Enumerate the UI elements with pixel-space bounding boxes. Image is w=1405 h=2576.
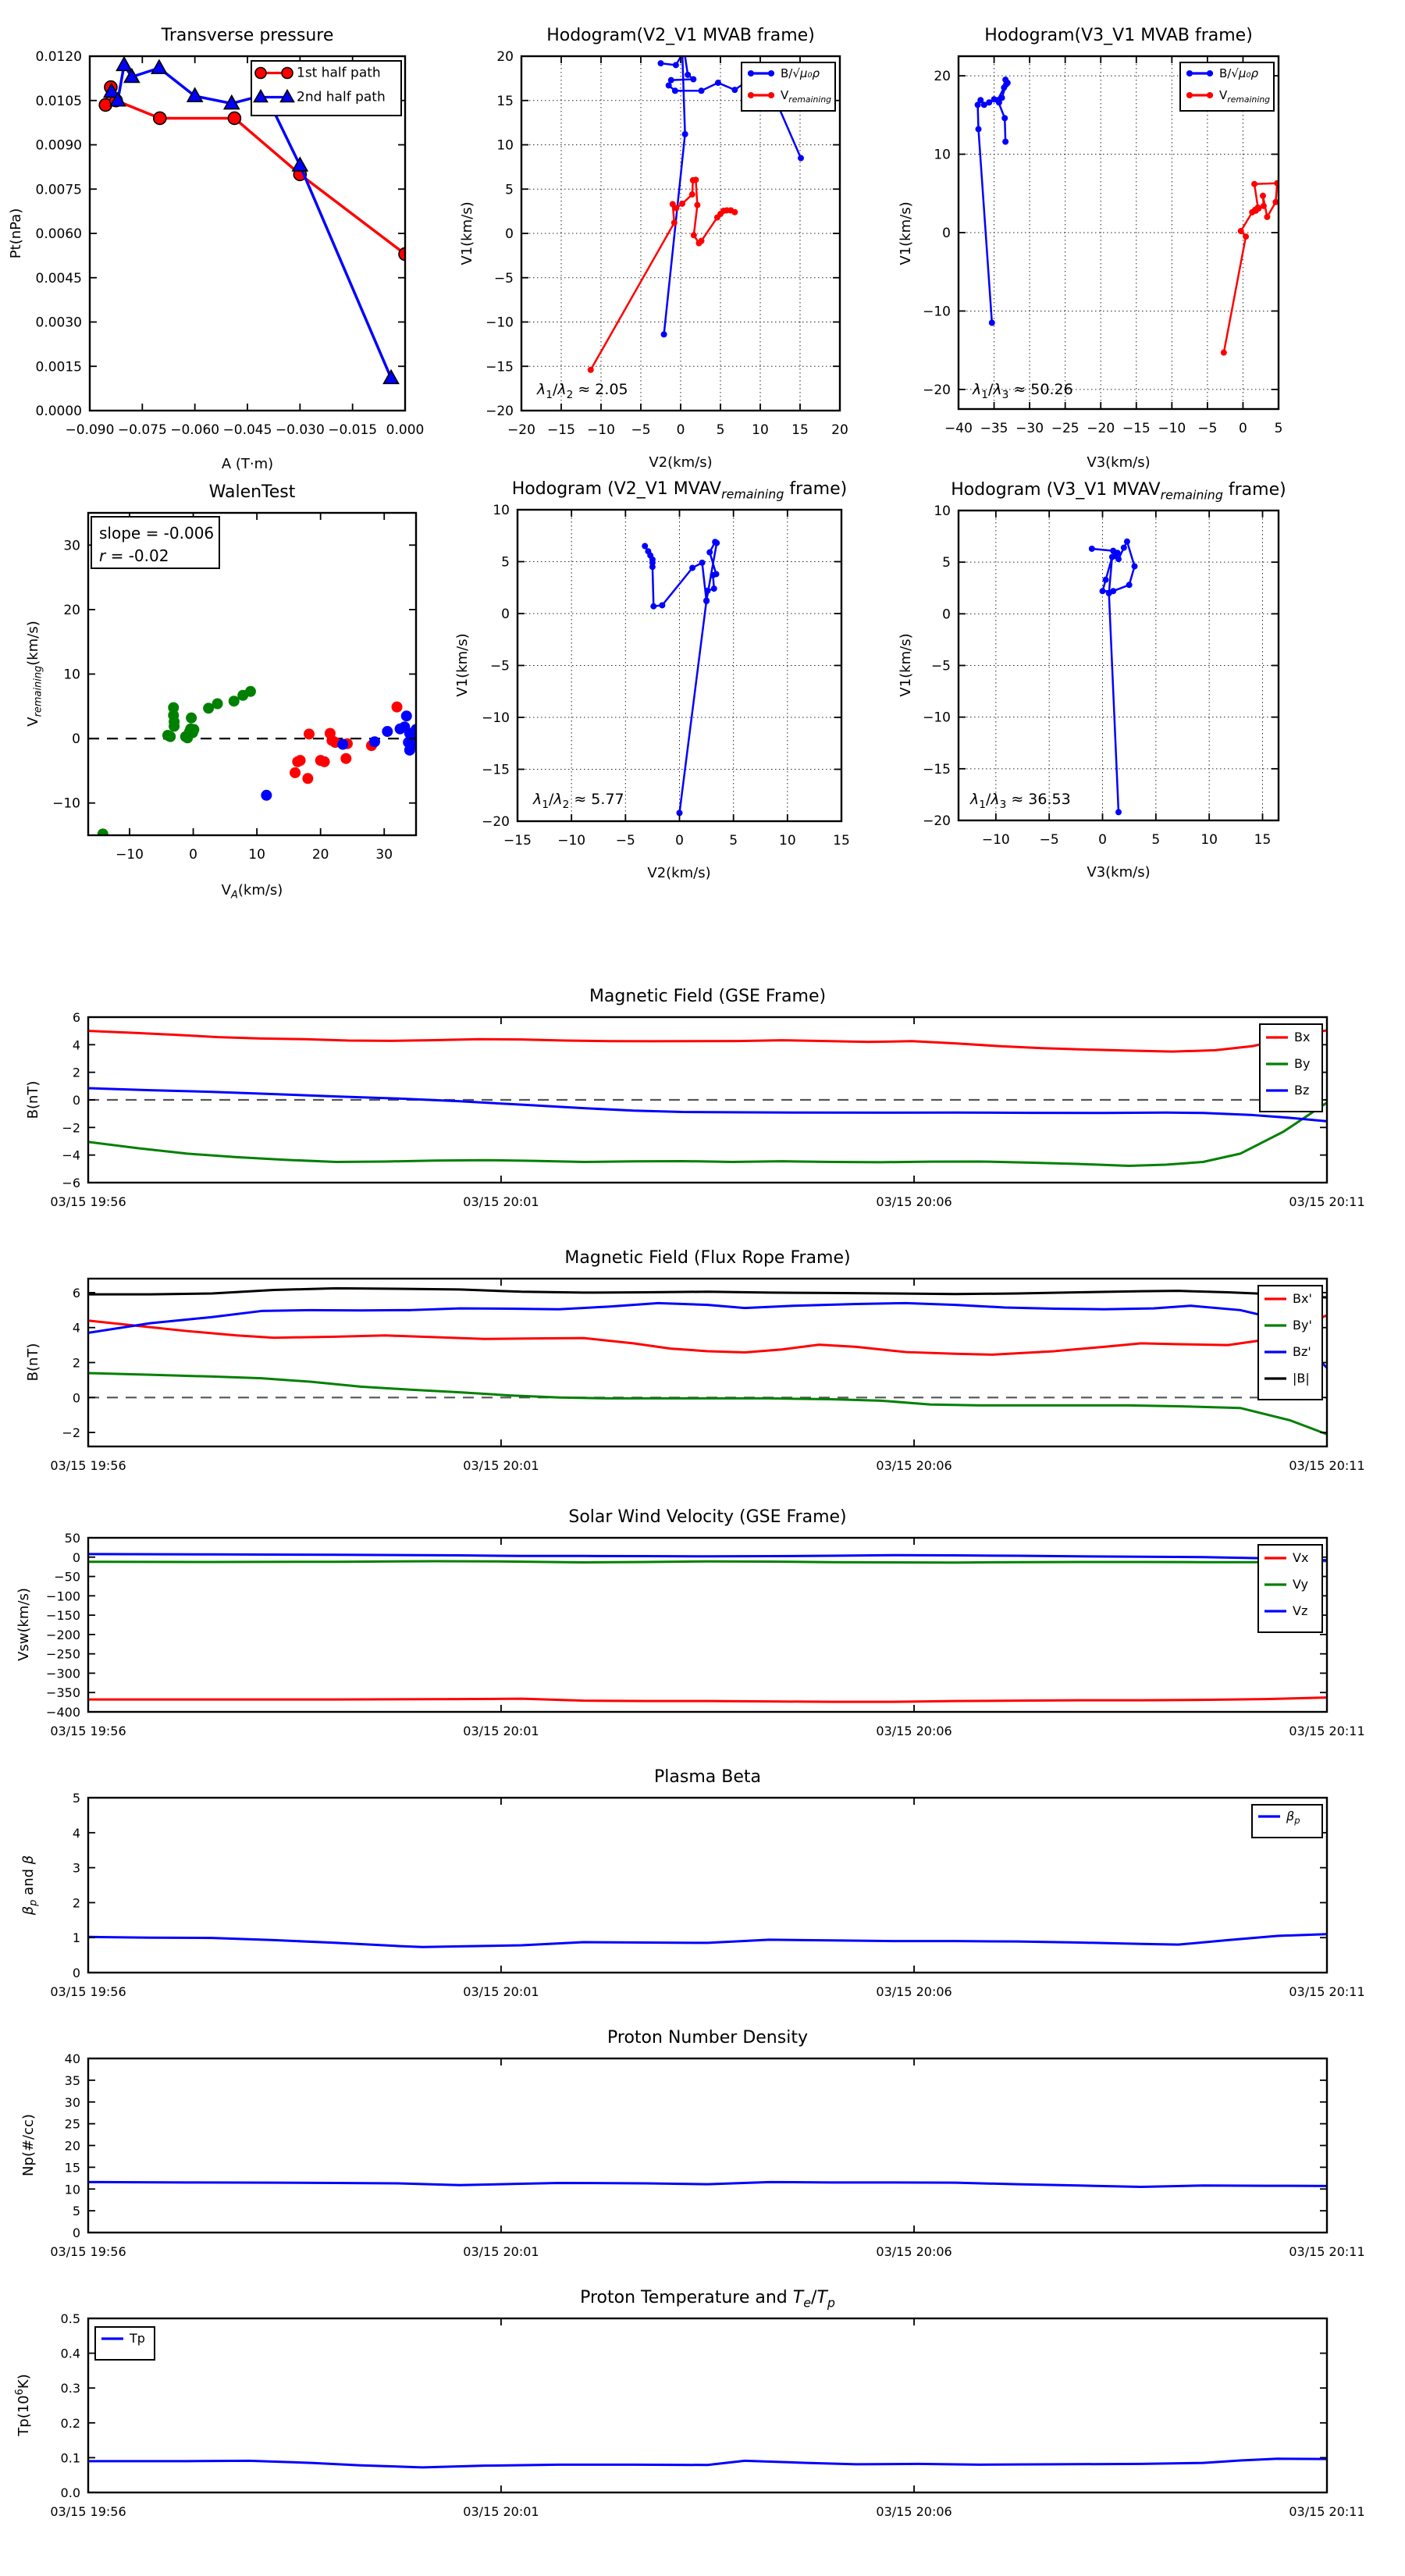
svg-text:Proton Number Density: Proton Number Density — [607, 2028, 808, 2048]
svg-text:Pt(nPa): Pt(nPa) — [8, 208, 24, 259]
svg-text:10: 10 — [63, 667, 80, 683]
svg-text:35: 35 — [64, 2073, 80, 2088]
svg-text:−10: −10 — [923, 304, 951, 320]
svg-text:03/15 19:56: 03/15 19:56 — [50, 1984, 126, 1999]
svg-text:−100: −100 — [46, 1589, 80, 1604]
svg-text:−200: −200 — [46, 1627, 80, 1642]
svg-text:10: 10 — [752, 422, 769, 438]
svg-text:Vy: Vy — [1293, 1577, 1308, 1592]
svg-text:03/15 20:06: 03/15 20:06 — [876, 1984, 952, 1999]
series-V-remaining — [1221, 180, 1280, 356]
svg-text:15: 15 — [64, 2160, 80, 2176]
chart-proton-number-density — [20, 2028, 1365, 2259]
svg-text:Bz: Bz — [1294, 1083, 1310, 1098]
svg-text:30: 30 — [375, 847, 393, 863]
plot-border — [88, 2318, 1327, 2492]
chart-mag-gse — [25, 987, 1365, 1209]
chart-mag-flux-rope — [25, 1248, 1365, 1473]
series-B-magnitude — [88, 1288, 1327, 1297]
svg-text:βp and β: $\beta_p$ and β — [20, 1855, 40, 1916]
series-walen-blue — [261, 710, 422, 801]
svg-text:4: 4 — [72, 1825, 80, 1841]
svg-text:Hodogram(V3_V1 MVAB frame): Hodogram(V3_V1 MVAB frame) — [984, 26, 1253, 45]
svg-text:5: 5 — [72, 1791, 80, 1806]
svg-text:λ1/λ3 ≈ 36.53: $\lambda_1/\lambda_3 \approx 36.53$ — [970, 791, 1071, 811]
svg-text:20: 20 — [934, 69, 951, 85]
svg-text:15: 15 — [833, 833, 850, 849]
svg-text:WalenTest: WalenTest — [208, 482, 296, 502]
svg-text:B(nT): B(nT) — [25, 1343, 41, 1382]
svg-text:r = -0.02: r = -0.02 — [99, 546, 169, 565]
svg-text:−0.075: −0.075 — [117, 422, 167, 438]
series-V-remaining — [588, 176, 738, 372]
svg-text:λ1/λ3 ≈ 50.26: $\lambda_1/\lambda_3 \approx 50.26$ — [973, 381, 1073, 401]
svg-text:5: 5 — [501, 554, 510, 571]
svg-text:20: 20 — [64, 2138, 80, 2154]
svg-text:−15: −15 — [547, 422, 575, 438]
svg-text:Np(#/cc): Np(#/cc) — [20, 2114, 37, 2176]
svg-text:Vsw(km/s): Vsw(km/s) — [16, 1588, 32, 1661]
svg-text:0: 0 — [72, 1390, 80, 1406]
svg-text:0.0045: 0.0045 — [35, 270, 82, 286]
svg-text:03/15 20:11: 03/15 20:11 — [1289, 1724, 1365, 1738]
svg-text:03/15 20:01: 03/15 20:01 — [463, 2504, 539, 2519]
svg-text:03/15 20:01: 03/15 20:01 — [463, 1724, 539, 1738]
svg-text:0: 0 — [676, 422, 685, 438]
svg-text:−5: −5 — [489, 658, 510, 674]
svg-text:5: 5 — [716, 422, 725, 438]
svg-text:−35: −35 — [980, 421, 1008, 436]
svg-text:V2(km/s): V2(km/s) — [647, 865, 711, 881]
svg-text:4: 4 — [72, 1320, 80, 1336]
series-walen-green — [98, 686, 256, 840]
series-By-prime — [88, 1373, 1327, 1434]
svg-text:0: 0 — [72, 1093, 80, 1108]
svg-text:−20: −20 — [482, 814, 510, 830]
svg-text:−5: −5 — [1197, 421, 1218, 436]
svg-text:Solar Wind Velocity (GSE Frame: Solar Wind Velocity (GSE Frame) — [568, 1507, 847, 1527]
svg-text:−0.090: −0.090 — [65, 422, 115, 438]
svg-text:−15: −15 — [482, 762, 510, 778]
svg-text:Bz': Bz' — [1293, 1344, 1311, 1359]
svg-text:1: 1 — [72, 1930, 80, 1946]
svg-text:0.4: 0.4 — [60, 2346, 80, 2361]
svg-text:−20: −20 — [923, 382, 951, 398]
series-Vz — [88, 1554, 1327, 1560]
svg-text:V1(km/s): V1(km/s) — [898, 201, 914, 265]
svg-text:−10: −10 — [482, 710, 510, 726]
svg-text:Tp: Tp — [130, 2331, 145, 2346]
chart-solar-wind-velocity — [16, 1507, 1365, 1738]
svg-text:0: 0 — [942, 607, 951, 623]
svg-text:20: 20 — [496, 49, 514, 65]
svg-text:0: 0 — [189, 847, 197, 863]
svg-text:03/15 20:11: 03/15 20:11 — [1289, 1194, 1365, 1209]
legend-box — [1258, 1286, 1322, 1400]
svg-text:20: 20 — [831, 422, 848, 438]
svg-text:50: 50 — [64, 1531, 80, 1546]
svg-text:03/15 19:56: 03/15 19:56 — [50, 1194, 126, 1209]
svg-text:0.0090: 0.0090 — [35, 137, 82, 154]
svg-text:15: 15 — [496, 93, 514, 109]
svg-text:10: 10 — [934, 503, 951, 519]
svg-text:V2(km/s): V2(km/s) — [649, 454, 713, 471]
svg-text:Vremaining: $V_{remaining}$ — [781, 88, 832, 105]
svg-text:−0.015: −0.015 — [328, 422, 378, 438]
svg-text:0.0000: 0.0000 — [35, 404, 82, 419]
series-B-over-sqrt-mu0-rho — [975, 76, 1011, 326]
svg-text:V3(km/s): V3(km/s) — [1087, 454, 1151, 471]
svg-text:03/15 19:56: 03/15 19:56 — [50, 1458, 126, 1473]
svg-text:B(nT): B(nT) — [25, 1080, 41, 1119]
svg-text:λ1/λ2 ≈ 5.77: $\lambda_1/\lambda_2 \approx 5.77$ — [533, 791, 624, 811]
svg-text:βp: $\beta_p$ — [1286, 1809, 1300, 1826]
svg-text:0: 0 — [505, 226, 514, 242]
svg-text:−10: −10 — [557, 833, 586, 849]
svg-text:20: 20 — [311, 847, 329, 863]
svg-text:03/15 20:11: 03/15 20:11 — [1289, 2504, 1365, 2519]
svg-text:0: 0 — [1098, 832, 1107, 848]
legend-box — [95, 2327, 155, 2360]
svg-text:−20: −20 — [486, 404, 514, 419]
svg-text:5: 5 — [72, 2204, 80, 2219]
svg-text:−10: −10 — [923, 710, 951, 726]
svg-text:−10: −10 — [981, 832, 1010, 848]
svg-text:30: 30 — [64, 2094, 80, 2110]
svg-text:0: 0 — [72, 2226, 80, 2240]
svg-text:0: 0 — [1239, 421, 1247, 436]
svg-text:03/15 20:06: 03/15 20:06 — [876, 1724, 952, 1738]
svg-text:|B|: |B| — [1293, 1371, 1310, 1386]
svg-text:Magnetic Field (Flux Rope Fram: Magnetic Field (Flux Rope Frame) — [564, 1248, 851, 1268]
svg-text:λ1/λ2 ≈ 2.05: $\lambda_1/\lambda_2 \approx 2.05$ — [537, 381, 628, 401]
svg-text:20: 20 — [63, 602, 80, 618]
chart-hodogram-v2v1-mvav — [454, 479, 850, 881]
svg-text:2: 2 — [72, 1065, 80, 1080]
svg-text:0.0: 0.0 — [60, 2485, 80, 2500]
svg-text:−5: −5 — [493, 270, 514, 286]
series-Bz — [88, 1088, 1327, 1121]
svg-text:0.1: 0.1 — [60, 2450, 80, 2466]
svg-text:10: 10 — [64, 2182, 80, 2197]
svg-text:Magnetic Field (GSE Frame): Magnetic Field (GSE Frame) — [589, 987, 827, 1006]
svg-text:0: 0 — [501, 607, 510, 622]
svg-text:−15: −15 — [486, 359, 514, 375]
plot-border — [88, 2058, 1327, 2233]
svg-text:03/15 19:56: 03/15 19:56 — [50, 2504, 126, 2519]
svg-text:−10: −10 — [116, 847, 144, 863]
svg-text:03/15 20:06: 03/15 20:06 — [876, 1194, 952, 1209]
svg-text:10: 10 — [493, 503, 510, 518]
svg-text:−10: −10 — [1158, 421, 1186, 436]
svg-text:03/15 20:11: 03/15 20:11 — [1289, 1984, 1365, 1999]
svg-text:0.0030: 0.0030 — [35, 315, 82, 331]
svg-text:By': By' — [1293, 1318, 1312, 1332]
svg-text:0.0060: 0.0060 — [35, 226, 82, 242]
svg-text:0.2: 0.2 — [60, 2415, 80, 2431]
svg-text:10: 10 — [496, 137, 514, 154]
svg-text:Bx: Bx — [1294, 1030, 1311, 1044]
svg-text:03/15 20:01: 03/15 20:01 — [463, 1984, 539, 1999]
plot-border — [88, 1538, 1327, 1712]
svg-text:03/15 20:06: 03/15 20:06 — [876, 1458, 952, 1473]
svg-text:V3(km/s): V3(km/s) — [1087, 864, 1151, 881]
svg-text:03/15 20:06: 03/15 20:06 — [876, 2244, 952, 2259]
chart-hodogram-v3v1-mvav — [898, 480, 1286, 881]
svg-text:5: 5 — [505, 182, 514, 198]
svg-text:A (T·m): A (T·m) — [221, 456, 274, 472]
svg-text:Vz: Vz — [1293, 1603, 1308, 1618]
svg-text:03/15 19:56: 03/15 19:56 — [50, 2244, 126, 2259]
svg-text:5: 5 — [1151, 832, 1161, 848]
svg-text:0.3: 0.3 — [60, 2381, 80, 2396]
svg-text:25: 25 — [64, 2116, 80, 2132]
series-V-mvav — [1089, 539, 1138, 816]
svg-text:V1(km/s): V1(km/s) — [459, 201, 475, 265]
svg-text:By: By — [1294, 1056, 1311, 1071]
svg-text:03/15 19:56: 03/15 19:56 — [50, 1724, 126, 1738]
series-V-mvav — [642, 539, 720, 816]
svg-text:−15: −15 — [1122, 421, 1151, 436]
svg-text:−350: −350 — [46, 1685, 80, 1701]
svg-text:−5: −5 — [1039, 832, 1059, 848]
svg-text:10: 10 — [1200, 832, 1218, 848]
svg-text:0.0075: 0.0075 — [35, 182, 82, 198]
plot-border — [518, 510, 841, 821]
svg-text:−0.045: −0.045 — [222, 422, 272, 438]
svg-text:03/15 20:01: 03/15 20:01 — [463, 1194, 539, 1209]
svg-text:Hodogram(V2_V1 MVAB frame): Hodogram(V2_V1 MVAB frame) — [546, 26, 815, 45]
svg-text:10: 10 — [779, 833, 796, 849]
svg-text:15: 15 — [791, 422, 809, 438]
svg-text:03/15 20:01: 03/15 20:01 — [463, 1458, 539, 1473]
svg-text:4: 4 — [72, 1037, 80, 1053]
svg-text:03/15 20:11: 03/15 20:11 — [1289, 2244, 1365, 2259]
svg-text:2: 2 — [72, 1895, 80, 1911]
svg-text:0.0120: 0.0120 — [35, 49, 82, 65]
svg-text:−0.030: −0.030 — [275, 422, 325, 438]
svg-text:−20: −20 — [1087, 421, 1115, 436]
svg-text:−4: −4 — [62, 1147, 80, 1163]
plot-border — [88, 1798, 1327, 1973]
chart-plasma-beta — [20, 1767, 1365, 1999]
chart-hodogram-v3v1-mvab — [898, 26, 1282, 471]
svg-text:03/15 20:06: 03/15 20:06 — [876, 2504, 952, 2519]
svg-text:Hodogram (V3_V1 MVAVremaining: Hodogram (V3_V1 $MVAV_{remaining}$ frame) — [951, 480, 1286, 503]
svg-text:0.0105: 0.0105 — [35, 93, 82, 109]
svg-text:−0.060: −0.060 — [170, 422, 220, 438]
svg-text:−10: −10 — [486, 315, 514, 331]
svg-text:15: 15 — [1254, 832, 1272, 848]
svg-text:6: 6 — [72, 1010, 80, 1025]
series-beta-p — [88, 1934, 1327, 1948]
series-Np — [88, 2182, 1327, 2186]
svg-text:−400: −400 — [46, 1705, 80, 1720]
svg-text:−300: −300 — [46, 1666, 80, 1681]
svg-text:5: 5 — [729, 833, 738, 849]
svg-text:−30: −30 — [1016, 421, 1044, 436]
svg-text:0.0015: 0.0015 — [35, 359, 82, 375]
svg-text:5: 5 — [1274, 421, 1283, 436]
svg-text:6: 6 — [72, 1285, 80, 1300]
svg-text:−15: −15 — [503, 833, 532, 849]
chart-transverse-pressure — [8, 26, 424, 472]
svg-text:1st half path: 1st half path — [297, 65, 381, 81]
svg-text:40: 40 — [64, 2051, 80, 2066]
svg-text:Vremaining(km/s): $V_{remaining}(km/s)$ — [25, 621, 44, 727]
svg-text:−5: −5 — [930, 658, 951, 674]
svg-text:−50: −50 — [54, 1569, 80, 1585]
svg-text:0: 0 — [72, 731, 80, 748]
svg-text:03/15 20:01: 03/15 20:01 — [463, 2244, 539, 2259]
svg-text:10: 10 — [248, 847, 265, 863]
svg-text:0: 0 — [942, 226, 951, 241]
svg-text:0.000: 0.000 — [386, 422, 425, 438]
svg-text:−10: −10 — [587, 422, 615, 438]
svg-text:0: 0 — [72, 1550, 80, 1565]
svg-text:−2: −2 — [62, 1120, 80, 1136]
svg-text:−15: −15 — [923, 761, 951, 777]
svg-text:−40: −40 — [944, 421, 973, 436]
svg-text:0.5: 0.5 — [60, 2311, 80, 2326]
svg-text:slope = -0.006: slope = -0.006 — [99, 524, 215, 543]
svg-text:−20: −20 — [507, 422, 535, 438]
svg-text:Tp(106K): $Tp(10^6K)$ — [14, 2374, 32, 2436]
svg-text:−5: −5 — [631, 422, 651, 438]
series-Bx — [88, 1030, 1327, 1051]
chart-walen-test — [25, 482, 422, 902]
svg-text:0: 0 — [675, 833, 684, 849]
svg-text:Bx': Bx' — [1293, 1291, 1312, 1306]
svg-text:VA(km/s): $V_A(km/s)$ — [221, 882, 283, 902]
svg-text:Vx: Vx — [1293, 1550, 1309, 1565]
series-Bz-prime — [88, 1303, 1327, 1368]
svg-text:Proton Temperature and Te/Tp: Proton Temperature and $T_e/T_p$ — [580, 2288, 835, 2311]
chart-hodogram-v2v1-mvab — [459, 26, 848, 471]
svg-text:B/√μ₀ρ: B/√μ₀ρ — [781, 66, 820, 80]
svg-text:03/15 20:11: 03/15 20:11 — [1289, 1458, 1365, 1473]
svg-text:−6: −6 — [62, 1176, 80, 1190]
svg-text:−250: −250 — [46, 1646, 80, 1662]
svg-text:3: 3 — [72, 1860, 80, 1876]
svg-text:V1(km/s): V1(km/s) — [898, 633, 914, 697]
svg-text:10: 10 — [934, 147, 951, 163]
series-Vy — [88, 1561, 1327, 1563]
svg-text:Vremaining: $V_{remaining}$ — [1219, 88, 1271, 105]
chart-proton-temperature — [14, 2288, 1364, 2519]
svg-text:30: 30 — [63, 538, 80, 554]
svg-text:−5: −5 — [615, 833, 635, 849]
series-Tp — [88, 2459, 1327, 2467]
svg-text:−25: −25 — [1051, 421, 1080, 436]
svg-text:Hodogram (V2_V1 MVAVremaining: Hodogram (V2_V1 $MVAV_{remaining}$ frame) — [511, 479, 848, 502]
svg-text:−10: −10 — [52, 795, 80, 812]
svg-text:2: 2 — [72, 1355, 80, 1371]
svg-text:2nd half path: 2nd half path — [297, 89, 386, 105]
svg-text:B/√μ₀ρ: B/√μ₀ρ — [1219, 66, 1258, 80]
series-Vx — [88, 1698, 1327, 1702]
svg-text:−2: −2 — [62, 1425, 80, 1441]
svg-text:V1(km/s): V1(km/s) — [454, 633, 471, 697]
svg-text:0: 0 — [72, 1966, 80, 1980]
series-Bx-prime — [88, 1315, 1327, 1354]
svg-text:Transverse pressure: Transverse pressure — [161, 26, 334, 45]
svg-text:−150: −150 — [46, 1608, 80, 1624]
svg-text:Plasma Beta: Plasma Beta — [654, 1767, 761, 1787]
svg-text:−20: −20 — [923, 813, 951, 829]
svg-text:5: 5 — [942, 555, 951, 571]
